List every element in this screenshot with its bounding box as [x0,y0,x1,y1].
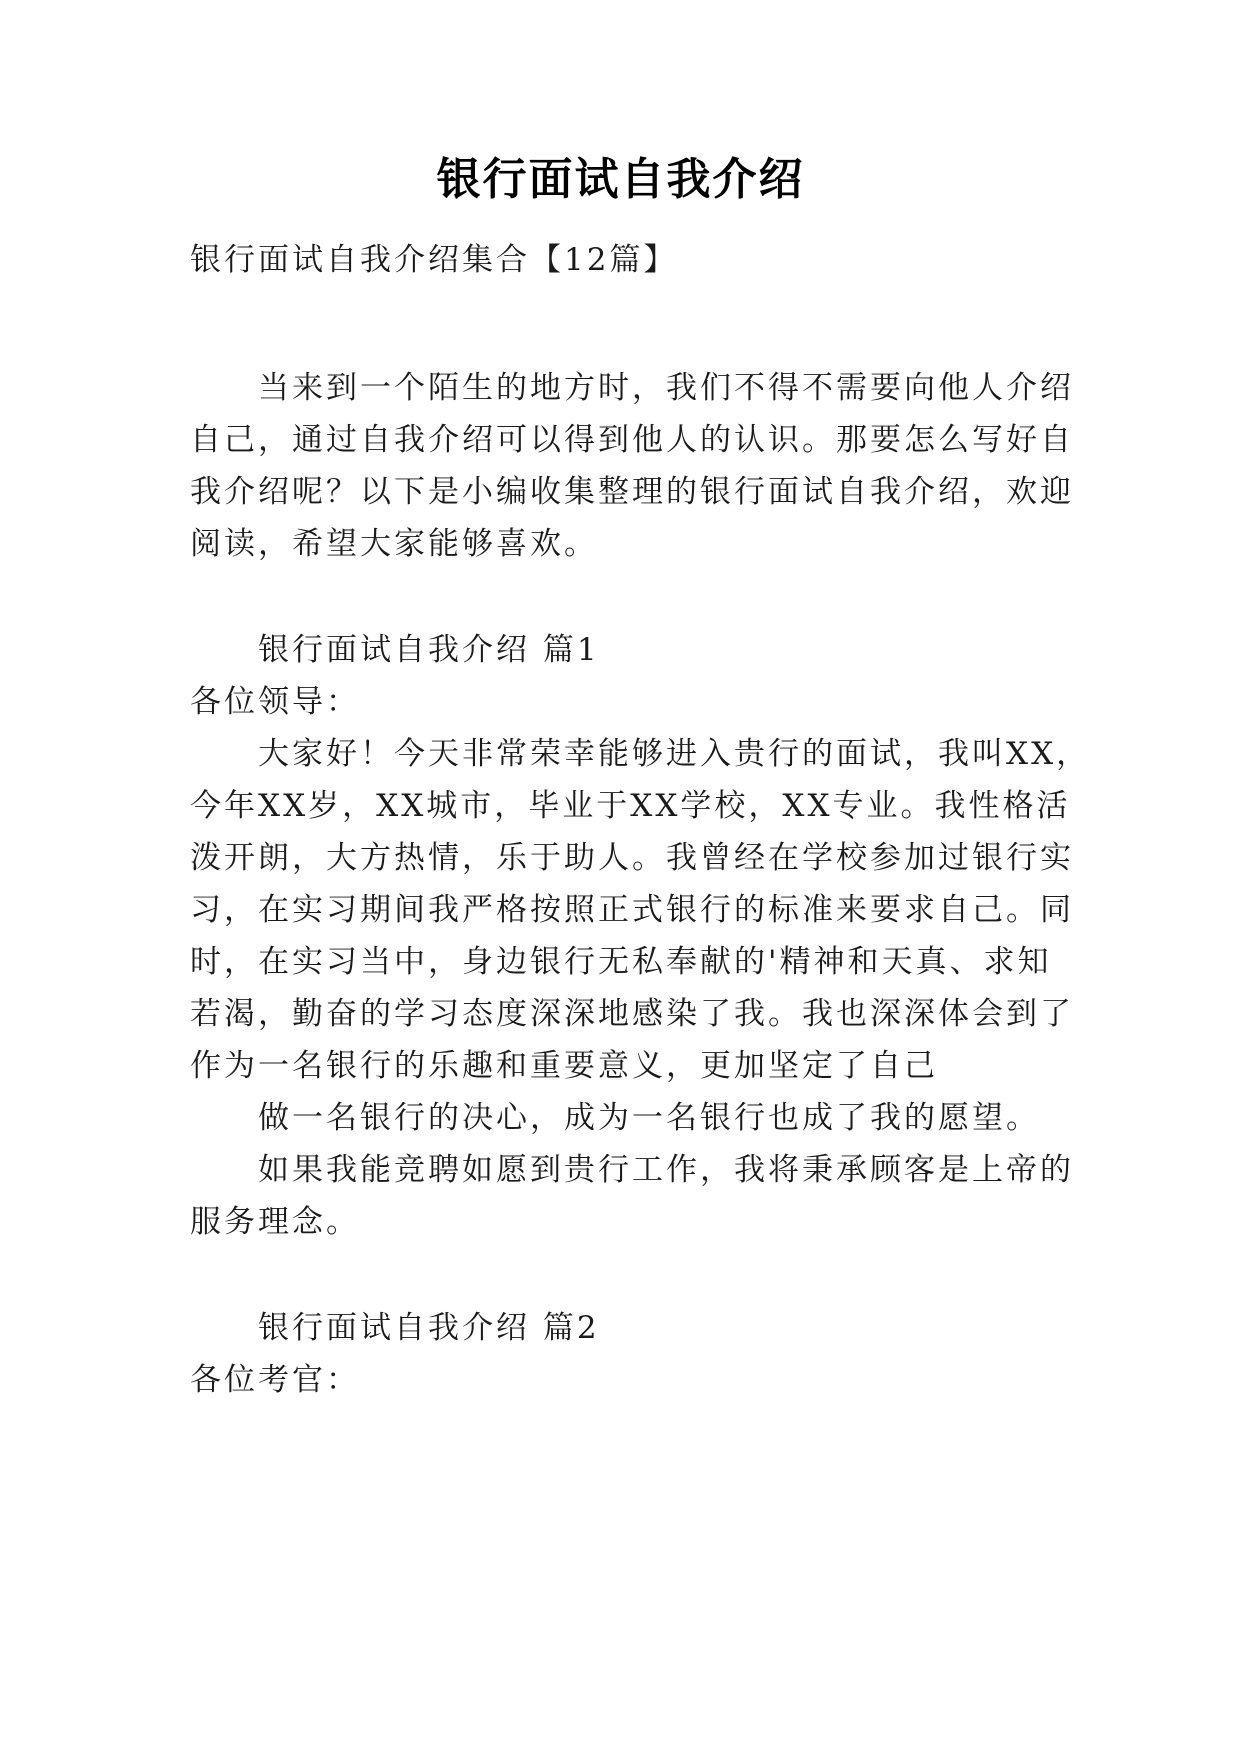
intro-line: 阅读，希望大家能够喜欢。 [190,526,598,562]
body-line: 泼开朗，大方热情，乐于助人。我曾经在学校参加过银行实 [190,840,1074,876]
body-line: 服务理念。 [190,1204,360,1240]
intro-line: 自己，通过自我介绍可以得到他人的认识。那要怎么写好自 [190,422,1074,458]
body-line: 如果我能竞聘如愿到贵行工作，我将秉承顾客是上帝的 [258,1152,1074,1188]
intro-line: 当来到一个陌生的地方时，我们不得不需要向他人介绍 [258,370,1074,406]
salutation-2: 各位考官： [190,1362,360,1398]
section-heading-1: 银行面试自我介绍 篇1 [258,632,600,668]
body-line: 习，在实习期间我严格按照正式银行的标准来要求自己。同 [190,892,1074,928]
intro-line: 我介绍呢？以下是小编收集整理的银行面试自我介绍，欢迎 [190,474,1074,510]
document-subtitle: 银行面试自我介绍集合【12篇】 [190,242,678,278]
body-line: 时，在实习当中，身边银行无私奉献的'精神和天真、求知 [190,944,1052,980]
body-line: 作为一名银行的乐趣和重要意义，更加坚定了自己 [190,1048,938,1084]
body-line: 大家好！今天非常荣幸能够进入贵行的面试，我叫XX， [258,736,1091,772]
section-heading-2: 银行面试自我介绍 篇2 [258,1310,600,1346]
body-paragraph: 做一名银行的决心，成为一名银行也成了我的愿望。 [258,1100,1040,1136]
body-line: 今年XX岁，XX城市，毕业于XX学校，XX专业。我性格活 [190,788,1071,824]
body-line: 若渴，勤奋的学习态度深深地感染了我。我也深深体会到了 [190,996,1074,1032]
document-title: 银行面试自我介绍 [436,154,805,205]
salutation-1: 各位领导： [190,684,360,720]
